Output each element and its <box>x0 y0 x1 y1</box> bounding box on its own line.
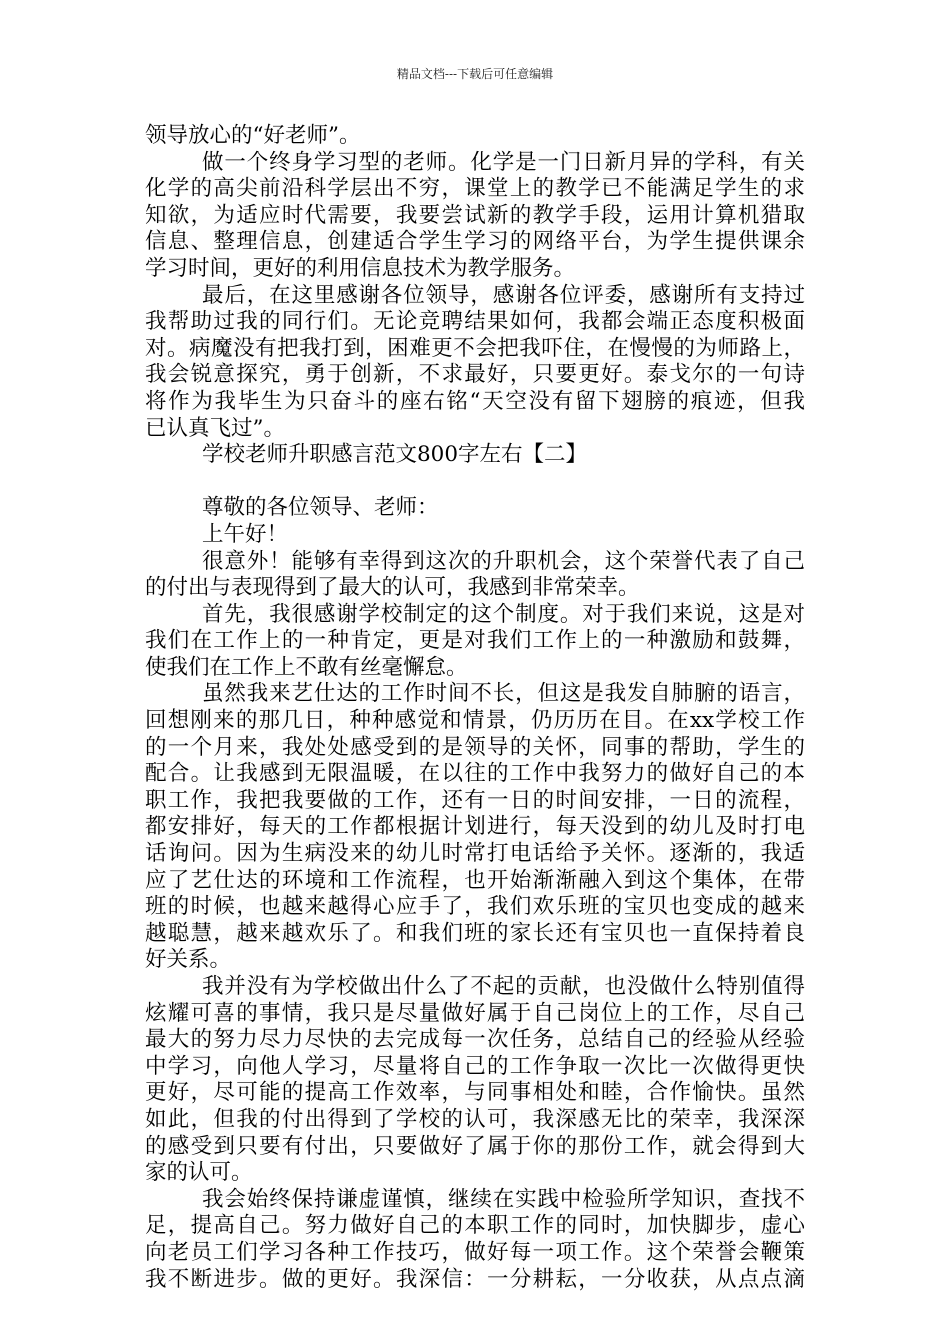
text-line: 化学的高尖前沿科学层出不穷，课堂上的教学已不能满足学生的求 <box>145 176 805 202</box>
document-body <box>145 123 805 1293</box>
page-header: 精品文档---下载后可任意编辑 <box>396 67 554 81</box>
text-line: 学习时间，更好的利用信息技术为教学服务。 <box>145 255 576 281</box>
text-line: 的付出与表现得到了最大的认可，我感到非常荣幸。 <box>145 575 640 601</box>
text-line: 炫耀可喜的事情，我只是尽量做好属于自己岗位上的工作，尽自己 <box>145 1000 805 1026</box>
text-line: 知欲，为适应时代需要，我要尝试新的教学手段，运用计算机猎取 <box>145 202 805 228</box>
text-line: 家的认可。 <box>145 1160 253 1186</box>
text-line: 我会锐意探究，勇于创新，不求最好，只要更好。泰戈尔的一句诗 <box>145 362 805 388</box>
text-line: 我帮助过我的同行们。无论竞聘结果如何，我都会端正态度积极面 <box>145 309 805 335</box>
greeting: 上午好！ <box>202 521 289 547</box>
text-line: 应了艺仕达的环境和工作流程，也开始渐渐融入到这个集体，在带 <box>145 867 805 893</box>
section-heading: 学校老师升职感言范文800字左右【二】 <box>202 442 588 468</box>
text-line: 职工作，我把我要做的工作，还有一日的时间安排，一日的流程， <box>145 787 805 813</box>
text-line: 信息、整理信息，创建适合学生学习的网络平台，为学生提供课余 <box>145 229 805 255</box>
text-line: 足，提高自己。努力做好自己的本职工作的同时，加快脚步，虚心 <box>145 1213 805 1239</box>
text-line: 配合。让我感到无限温暖，在以往的工作中我努力的做好自己的本 <box>145 761 805 787</box>
text-line: 中学习，向他人学习，尽量将自己的工作争取一次比一次做得更快 <box>145 1053 805 1079</box>
text-line: 很意外！能够有幸得到这次的升职机会，这个荣誉代表了自己 <box>202 548 805 574</box>
text-line: 越聪慧，越来越欢乐了。和我们班的家长还有宝贝也一直保持着良 <box>145 920 805 946</box>
text-line: 如此，但我的付出得到了学校的认可，我深感无比的荣幸，我深深 <box>145 1106 805 1132</box>
text-line: 向老员工们学习各种工作技巧，做好每一项工作。这个荣誉会鞭策 <box>145 1239 805 1265</box>
text-line: 已认真飞过”。 <box>145 415 285 441</box>
blank-line <box>145 469 805 496</box>
text-line: 回想刚来的那几日，种种感觉和情景，仍历历在目。在xx学校工作 <box>145 708 805 734</box>
text-line: 我会始终保持谦虚谨慎，继续在实践中检验所学知识，查找不 <box>202 1186 805 1212</box>
text-line: 最大的努力尽力尽快的去完成每一次任务，总结自己的经验从经验 <box>145 1027 805 1053</box>
text-line: 的感受到只要有付出，只要做好了属于你的那份工作，就会得到大 <box>145 1133 805 1159</box>
text-line: 领导放心的“好老师”。 <box>145 123 361 148</box>
text-line: 虽然我来艺仕达的工作时间不长，但这是我发自肺腑的语言， <box>202 681 805 707</box>
text-line: 使我们在工作上不敢有丝毫懈怠。 <box>145 654 468 680</box>
text-line: 我并没有为学校做出什么了不起的贡献，也没做什么特别值得 <box>202 974 805 999</box>
text-line: 都安排好，每天的工作都根据计划进行，每天没到的幼儿及时打电 <box>145 814 805 840</box>
text-line: 话询问。因为生病没来的幼儿时常打电话给予关怀。逐渐的，我适 <box>145 841 805 867</box>
text-line: 我们在工作上的一种肯定，更是对我们工作上的一种激励和鼓舞， <box>145 628 805 654</box>
text-line: 我不断进步。做的更好。我深信：一分耕耘，一分收获，从点点滴 <box>145 1266 805 1292</box>
text-line: 做一个终身学习型的老师。化学是一门日新月异的学科，有关 <box>202 149 805 175</box>
salutation: 尊敬的各位领导、老师： <box>202 495 439 521</box>
text-line: 的一个月来，我处处感受到的是领导的关怀，同事的帮助，学生的 <box>145 734 805 760</box>
text-line: 更好，尽可能的提高工作效率，与同事相处和睦，合作愉快。虽然 <box>145 1080 805 1106</box>
text-line: 将作为我毕生为只奋斗的座右铭“天空没有留下翅膀的痕迹，但我 <box>145 388 805 414</box>
text-line: 班的时候，也越来越得心应手了，我们欢乐班的宝贝也变成的越来 <box>145 894 805 920</box>
text-line: 最后，在这里感谢各位领导，感谢各位评委，感谢所有支持过 <box>202 282 805 308</box>
text-line: 对。病魔没有把我打到，困难更不会把我吓住，在慢慢的为师路上， <box>145 335 805 361</box>
text-line: 好关系。 <box>145 947 232 973</box>
text-line: 首先，我很感谢学校制定的这个制度。对于我们来说，这是对 <box>202 601 805 627</box>
